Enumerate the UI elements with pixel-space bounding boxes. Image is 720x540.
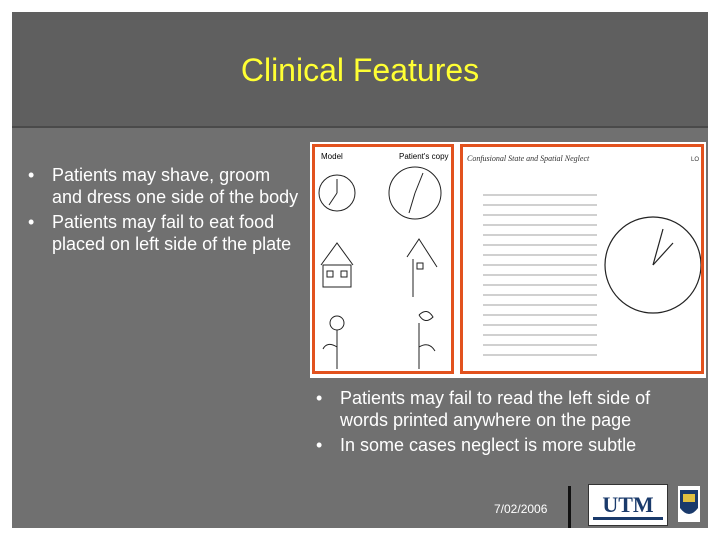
bullet-dot: •: [28, 212, 35, 232]
footer-divider: [568, 486, 571, 528]
slide-title: Clinical Features: [240, 52, 480, 88]
bullet-text: Patients may shave, groom and dress one side of the body: [52, 165, 299, 207]
neglect-figure: [310, 142, 706, 378]
model-house-icon: [321, 243, 353, 287]
bullet-text: Patients may fail to eat food placed on left side of the plate: [52, 212, 292, 254]
neglect-clock-icon: [605, 217, 701, 313]
copy-label: Patient's copy: [399, 152, 449, 161]
bullet-text: Patients may fail to read the left side of words printed anywhere on the page: [340, 388, 651, 430]
bullet-dot: •: [28, 165, 35, 185]
utm-logo: [588, 484, 668, 526]
model-clock-icon: [319, 175, 355, 211]
slide: [12, 12, 708, 528]
copy-house-icon: [407, 239, 437, 297]
utm-logo-text: UTM: [602, 492, 654, 517]
model-flower-icon: [323, 316, 344, 369]
model-label: Model: [321, 152, 343, 161]
bullet-dot: •: [316, 388, 323, 408]
copying-test-panel: [312, 144, 454, 374]
copy-flower-icon: [419, 311, 435, 369]
slide-date: 7/02/2006: [494, 502, 548, 516]
reading-test-heading: Confusional State and Spatial Neglect: [467, 154, 590, 163]
bottom-bullet-list: [312, 388, 702, 461]
bullet-item: [24, 165, 304, 208]
bullet-item: [312, 435, 702, 457]
copy-clock-icon: [389, 167, 441, 219]
bullet-text: In some cases neglect is more subtle: [340, 435, 637, 455]
bullet-item: [312, 388, 702, 431]
bullet-dot: •: [316, 435, 323, 455]
reading-test-drawing: [463, 147, 701, 371]
crest-logo: [678, 486, 700, 522]
title-band: [12, 12, 708, 128]
page-label: LO: [691, 157, 700, 163]
handwriting-lines: [483, 195, 597, 355]
reading-test-panel: [460, 144, 704, 374]
left-bullet-list: [24, 165, 304, 259]
copying-test-drawing: [315, 147, 451, 371]
bullet-item: [24, 212, 304, 255]
